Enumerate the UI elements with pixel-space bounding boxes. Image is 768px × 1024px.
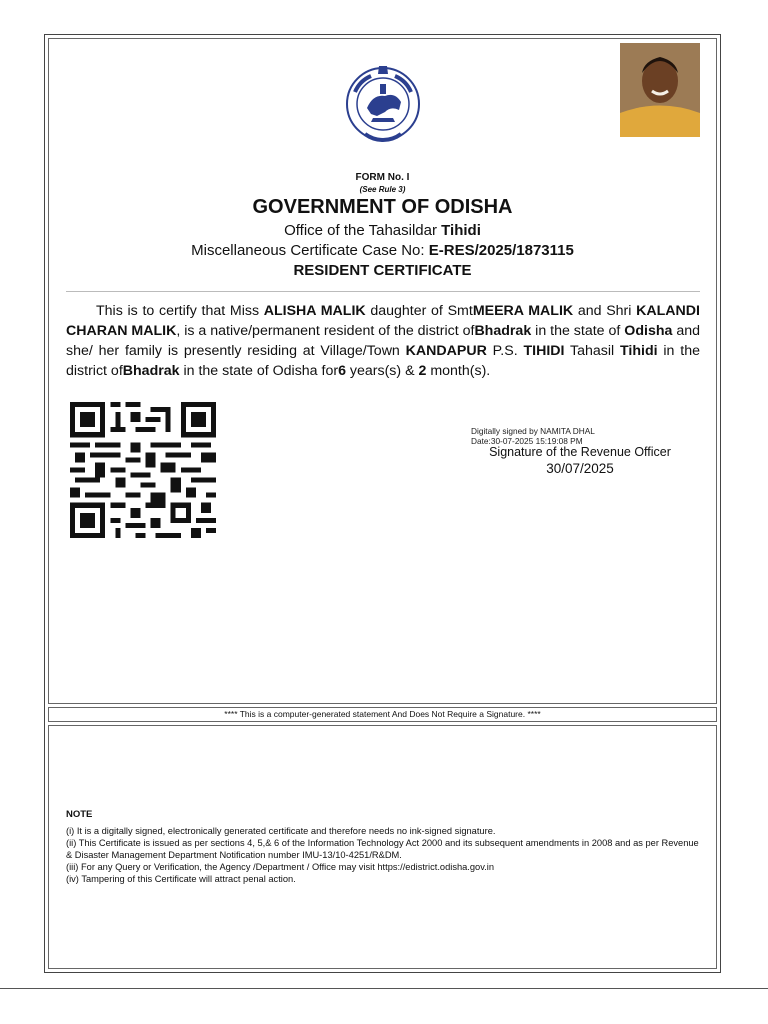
digital-signature-date: Date:30-07-2025 15:19:08 PM xyxy=(471,436,583,446)
note-title: NOTE xyxy=(66,809,93,820)
district-name-2: Bhadrak xyxy=(122,363,180,379)
header-divider xyxy=(66,291,700,292)
person-photo-icon xyxy=(620,43,700,137)
tahasil-name: Tihidi xyxy=(620,343,658,359)
note-item: (iv) Tampering of this Certificate will attract penal action. xyxy=(66,874,296,884)
note-list xyxy=(66,825,706,885)
years-count: 6 xyxy=(338,363,346,379)
office-line: Office of the Tahasildar Tihidi xyxy=(284,222,481,239)
note-item: (ii) This Certificate is issued as per sections 4, 5,& 6 of the Information Technology Act 2000 and its subsequent amendments in 2008 and as per Revenue & Disaster Management Department Notification number IMU-13/10-4251/R&DM. xyxy=(66,838,699,860)
office-name: Tihidi xyxy=(441,222,481,239)
signature-date: 30/07/2025 xyxy=(546,461,614,476)
mother-name: MEERA MALIK xyxy=(472,303,574,319)
government-title: GOVERNMENT OF ODISHA xyxy=(252,196,513,218)
district-name: Bhadrak xyxy=(474,323,532,339)
page-bottom-rule xyxy=(0,988,768,989)
state-name: Odisha xyxy=(624,323,673,339)
qr-code xyxy=(70,402,216,538)
village-name: KANDAPUR xyxy=(405,343,487,359)
digital-signature-stamp xyxy=(471,426,595,446)
digital-signature-signer: Digitally signed by NAMITA DHAL xyxy=(471,426,595,436)
computer-generated-notice: **** This is a computer-generated statement And Does Not Require a Signature. **** xyxy=(48,707,717,722)
form-number: FORM No. I xyxy=(355,172,410,183)
resident-photo xyxy=(620,43,700,137)
case-number-line: Miscellaneous Certificate Case No: E-RES/2025/1873115 xyxy=(191,242,574,259)
case-number: E-RES/2025/1873115 xyxy=(428,242,574,259)
odisha-emblem-icon xyxy=(343,62,423,142)
resident-name: ALISHA MALIK xyxy=(263,303,366,319)
note-item: (i) It is a digitally signed, electronically generated certificate and therefore needs no ink-signed signature. xyxy=(66,826,496,836)
certificate-title: RESIDENT CERTIFICATE xyxy=(293,262,472,279)
certificate-body: This is to certify that Miss ALISHA MALIK daughter of SmtMEERA MALIK and Shri KALANDI CHARAN MALIK, is a native/permanent resident of the district ofBhadrak in the state of Odisha and she/ her family is presently residing at Village/Town KANDAPUR P.S. TIHIDI Tahasil Tihidi in the district ofBhadrak in the state of Odisha for6 years(s) & 2 month(s). xyxy=(66,303,701,379)
signature-label: Signature of the Revenue Officer xyxy=(489,445,671,459)
note-item: (iii) For any Query or Verification, the Agency /Department / Office may visit https://edistrict.odisha.gov.in xyxy=(66,862,495,872)
months-count: 2 xyxy=(418,363,427,379)
father-name: KALANDI CHARAN MALIK xyxy=(66,303,700,339)
police-station: TIHIDI xyxy=(523,343,565,359)
see-rule: (See Rule 3) xyxy=(359,185,406,194)
